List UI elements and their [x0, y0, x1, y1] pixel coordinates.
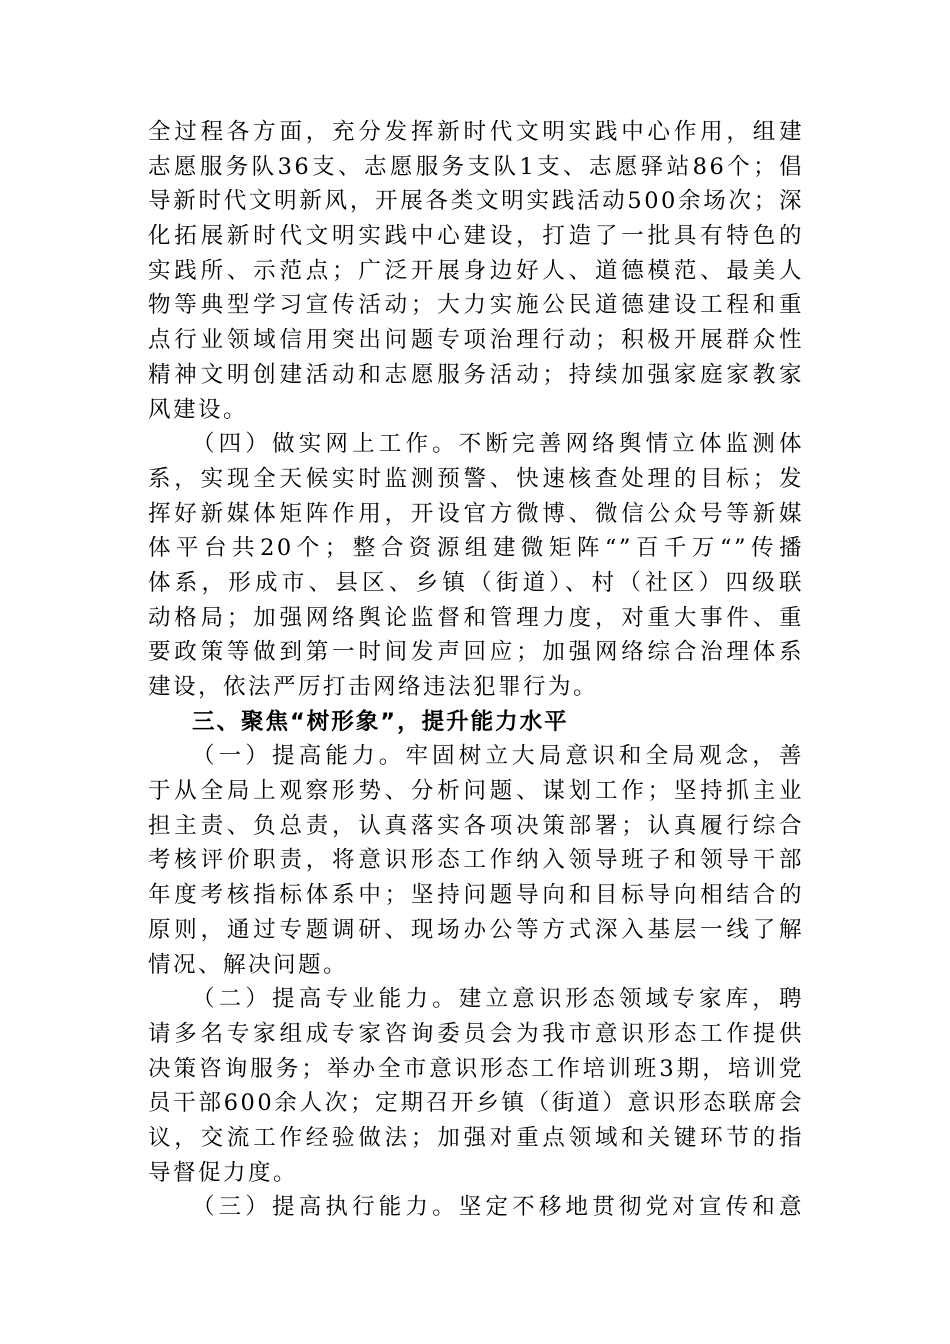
- text-line: 志愿服务队36支、志愿服务支队1支、志愿驿站86个；倡: [148, 153, 804, 180]
- text-line: 实践所、示范点；广泛开展身边好人、道德模范、最美人: [148, 257, 804, 284]
- text-line: 风建设。: [148, 396, 249, 423]
- paragraph-start-line: （一）提高能力。牢固树立大局意识和全局观念，善: [192, 743, 804, 770]
- text-line: 导督促力度。: [148, 1159, 299, 1186]
- text-line: 动格局；加强网络舆论监督和管理力度，对重大事件、重: [148, 604, 804, 631]
- text-line: 议，交流工作经验做法；加强对重点领域和关键环节的指: [148, 1124, 804, 1151]
- text-line: 原则，通过专题调研、现场办公等方式深入基层一线了解: [148, 916, 804, 943]
- text-line: 于从全局上观察形势、分析问题、谋划工作；坚持抓主业: [148, 778, 804, 805]
- text-line: 体平台共20个；整合资源组建微矩阵“”百千万“”传播: [148, 535, 804, 562]
- text-line: 全过程各方面，充分发挥新时代文明实践中心作用，组建: [148, 119, 804, 145]
- text-line: 挥好新媒体矩阵作用，开设官方微博、微信公众号等新媒: [148, 500, 804, 527]
- text-line: 建设，依法严厉打击网络违法犯罪行为。: [148, 674, 599, 700]
- document-body: [148, 115, 804, 1225]
- text-line: 导新时代文明新风，开展各类文明实践活动500余场次；深: [148, 188, 804, 215]
- text-line: 点行业领域信用突出问题专项治理行动；积极开展群众性: [148, 327, 804, 354]
- text-line: 精神文明创建活动和志愿服务活动；持续加强家庭家教家: [148, 361, 804, 388]
- section-heading: 三、聚焦“树形象”，提升能力水平: [192, 708, 569, 735]
- text-line: 体系，形成市、县区、乡镇（街道）、村（社区）四级联: [148, 569, 804, 596]
- text-line: 化拓展新时代文明实践中心建设，打造了一批具有特色的: [148, 223, 804, 250]
- text-line: 情况、解决问题。: [148, 951, 349, 978]
- text-line: 员干部600余人次；定期召开乡镇（街道）意识形态联席会: [148, 1090, 804, 1117]
- paragraph-start-line: （二）提高专业能力。建立意识形态领域专家库，聘: [192, 986, 804, 1013]
- text-line: 考核评价职责，将意识形态工作纳入领导班子和领导干部: [148, 847, 804, 874]
- paragraph-start-line: （三）提高执行能力。坚定不移地贯彻党对宣传和意: [192, 1194, 804, 1221]
- text-line: 要政策等做到第一时间发声回应；加强网络综合治理体系: [148, 639, 804, 666]
- text-line: 物等典型学习宣传活动；大力实施公民道德建设工程和重: [148, 292, 804, 319]
- text-line: 年度考核指标体系中；坚持问题导向和目标导向相结合的: [148, 882, 804, 909]
- text-line: 担主责、负总责，认真落实各项决策部署；认真履行综合: [148, 812, 804, 839]
- text-line: 请多名专家组成专家咨询委员会为我市意识形态工作提供: [148, 1020, 804, 1047]
- text-line: 决策咨询服务；举办全市意识形态工作培训班3期，培训党: [148, 1055, 804, 1082]
- paragraph-start-line: （四）做实网上工作。不断完善网络舆情立体监测体: [192, 431, 804, 458]
- text-line: 系，实现全天候实时监测预警、快速核查处理的目标；发: [148, 465, 804, 492]
